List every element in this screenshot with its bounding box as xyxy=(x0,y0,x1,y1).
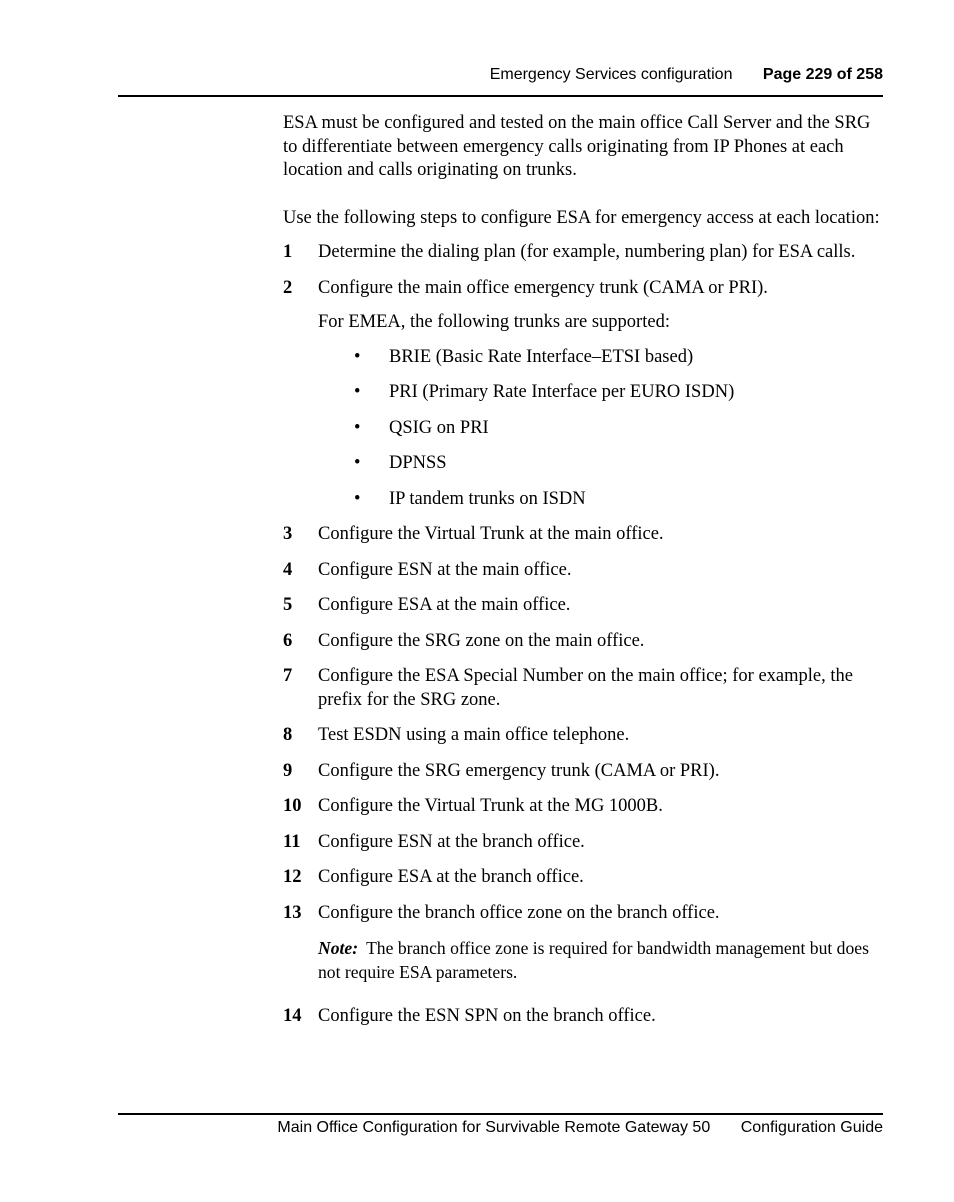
note-text: The branch office zone is required for bandwidth management but does not require ESA parameters. xyxy=(318,938,869,982)
step-text: Configure the branch office zone on the branch office. xyxy=(318,902,720,923)
step-2 xyxy=(283,277,887,512)
step-text: Configure ESA at the main office. xyxy=(318,595,571,615)
list-item: • BRIE (Basic Rate Interface–ETSI based) xyxy=(318,346,887,370)
step-number: 13 xyxy=(283,902,302,923)
step-number: 2 xyxy=(283,277,293,298)
step-text: Configure ESN at the branch office. xyxy=(318,831,585,852)
page-body xyxy=(283,112,887,1041)
step-13 xyxy=(283,902,887,985)
step-14 xyxy=(283,1005,887,1029)
step-text: Configure the SRG emergency trunk (CAMA or PRI). xyxy=(318,760,720,781)
step-text: Configure the ESA Special Number on the main office; for example, the prefix for the SRG zone. xyxy=(318,666,853,710)
note xyxy=(318,936,887,984)
step-3 xyxy=(283,523,887,547)
step-text: Configure the SRG zone on the main office. xyxy=(318,630,645,651)
bullet-icon: • xyxy=(354,417,361,438)
section-title: Emergency Services configuration xyxy=(489,66,733,83)
bullet-icon: • xyxy=(354,488,361,509)
step-text: Configure the Virtual Trunk at the MG 1000B. xyxy=(318,796,663,816)
step-number: 10 xyxy=(283,796,302,816)
list-item: • QSIG on PRI xyxy=(318,417,887,441)
step-7 xyxy=(283,665,887,712)
step-number: 9 xyxy=(283,760,293,781)
step-11 xyxy=(283,831,887,855)
trunk-list xyxy=(318,346,887,512)
note-label: Note: xyxy=(318,938,359,958)
step-5 xyxy=(283,594,887,618)
bullet-icon: • xyxy=(354,453,361,473)
list-item: • IP tandem trunks on ISDN xyxy=(318,488,887,512)
step-number: 6 xyxy=(283,630,293,651)
intro-paragraph: ESA must be configured and tested on the main office Call Server and the SRG to differentiate between emergency calls originating from IP Phones at each location and calls originating on trunks. xyxy=(283,113,871,180)
step-number: 4 xyxy=(283,559,293,580)
step-number: 14 xyxy=(283,1006,302,1026)
step-number: 3 xyxy=(283,524,293,544)
step-number: 11 xyxy=(283,831,301,852)
step-text: Determine the dialing plan (for example, numbering plan) for ESA calls. xyxy=(318,242,856,262)
step-number: 7 xyxy=(283,666,293,686)
step-text: Test ESDN using a main office telephone. xyxy=(318,725,630,745)
step-12 xyxy=(283,866,887,890)
step-text: Configure ESA at the branch office. xyxy=(318,867,584,887)
footer-rule xyxy=(118,1113,883,1115)
step-10 xyxy=(283,795,887,819)
step-number: 5 xyxy=(283,595,293,615)
page-number: Page 229 of 258 xyxy=(762,66,883,83)
step-6 xyxy=(283,630,887,654)
step-text: Configure the Virtual Trunk at the main office. xyxy=(318,524,664,544)
step-8 xyxy=(283,724,887,748)
step-text: Configure the main office emergency trunk (CAMA or PRI). xyxy=(318,277,768,298)
bullet-icon: • xyxy=(354,346,361,367)
document-type: Configuration Guide xyxy=(740,1119,883,1136)
list-item: • DPNSS xyxy=(318,452,887,476)
list-item: • PRI (Primary Rate Interface per EURO ISDN) xyxy=(318,381,887,405)
step-number: 8 xyxy=(283,725,293,745)
document-title: Main Office Configuration for Survivable Remote Gateway 50 xyxy=(277,1119,711,1136)
step-4 xyxy=(283,559,887,583)
page-footer xyxy=(277,1119,883,1137)
step-text: Configure the ESN SPN on the branch office. xyxy=(318,1006,656,1026)
step-subtext: For EMEA, the following trunks are supported: xyxy=(318,312,670,332)
step-text: Configure ESN at the main office. xyxy=(318,559,572,580)
step-1 xyxy=(283,241,887,265)
step-number: 1 xyxy=(283,242,293,262)
step-number: 12 xyxy=(283,867,302,887)
bullet-icon: • xyxy=(354,382,361,402)
page-header xyxy=(490,66,883,84)
steps-intro-paragraph: Use the following steps to configure ESA for emergency access at each location: xyxy=(283,207,880,228)
step-9 xyxy=(283,760,887,784)
header-rule xyxy=(118,95,883,97)
